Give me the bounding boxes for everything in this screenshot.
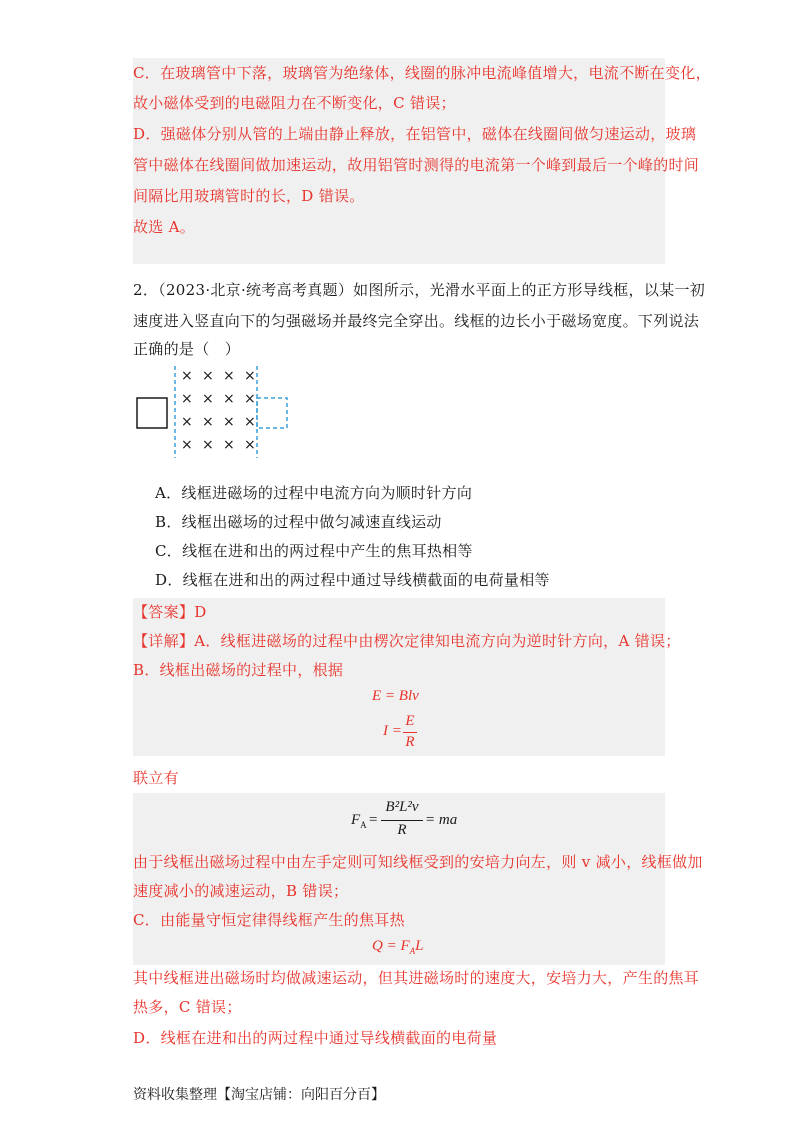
equation-current-denominator: R (405, 734, 415, 750)
equation-force-equals: = (369, 812, 378, 828)
prev-option-c-line1: C．在玻璃管中下落，玻璃管为绝缘体，线圈的脉冲电流峰值增大，电流不断在变化， (133, 64, 711, 82)
equation-current-lhs: I = (383, 723, 402, 739)
field-cross: × (223, 368, 235, 384)
wire-frame-exit-dashed (257, 398, 287, 428)
field-cross: × (223, 391, 235, 407)
prev-option-d-line3: 间隔比用玻璃管时的长，D 错误。 (133, 187, 365, 205)
field-cross: × (244, 368, 256, 384)
page-footer: 资料收集整理【淘宝店铺：向阳百分百】 (133, 1087, 385, 1103)
prev-conclusion: 故选 A。 (133, 218, 196, 236)
field-cross: × (244, 391, 256, 407)
magnetic-field-crosses (181, 368, 256, 453)
equation-current-numerator: E (405, 713, 415, 729)
question-line1: 2．（2023·北京·统考高考真题）如图所示，光滑水平面上的正方形导线框，以某一初 (133, 281, 706, 299)
detail-option-a: A．线框进磁场的过程中由楞次定律知电流方向为逆时针方向，A 错误； (194, 632, 681, 650)
field-cross: × (181, 437, 193, 453)
force-subscript: A (360, 820, 367, 830)
equation-heat-main: Q = F (372, 938, 410, 954)
wire-frame-square (137, 398, 167, 428)
equation-heat-subscript: A (409, 946, 416, 956)
equation-force-bar (381, 820, 423, 821)
field-cross: × (223, 437, 235, 453)
magnetic-field-figure (130, 362, 300, 462)
detail-c-intro: C．由能量守恒定律得线框产生的焦耳热 (133, 911, 405, 929)
answer-label: 【答案】D (133, 603, 207, 621)
option-d: D．线框在进和出的两过程中通过导线横截面的电荷量相等 (155, 571, 550, 589)
detail-tag: 【详解】 (133, 632, 195, 650)
field-cross: × (181, 391, 193, 407)
equation-force-denominator: R (397, 822, 407, 838)
field-cross: × (202, 368, 214, 384)
joint-text: 联立有 (133, 769, 179, 787)
field-cross: × (244, 414, 256, 430)
equation-heat-tail: L (415, 938, 424, 954)
detail-b-intro: B．线框出磁场的过程中，根据 (133, 661, 344, 679)
option-b: B．线框出磁场的过程中做匀减速直线运动 (155, 513, 442, 531)
equation-heat (372, 938, 423, 956)
field-cross: × (244, 437, 256, 453)
equation-force-rhs: = ma (425, 812, 458, 828)
force-symbol: F (351, 812, 361, 828)
detail-line-a (133, 631, 681, 651)
field-cross: × (181, 414, 193, 430)
field-cross: × (223, 414, 235, 430)
detail-c-line2: 热多，C 错误； (133, 998, 242, 1016)
equation-force-lhs (351, 812, 367, 830)
equation-current-bar (403, 732, 417, 733)
option-c: C．线框在进和出的两过程中产生的焦耳热相等 (155, 542, 473, 560)
option-a: A．线框进磁场的过程中电流方向为顺时针方向 (155, 484, 473, 502)
prev-option-c-line2: 故小磁体受到的电磁阻力在不断变化，C 错误； (133, 94, 456, 112)
equation-force-numerator: B²L²v (385, 799, 419, 815)
detail-b-line2: 速度减小的减速运动，B 错误； (133, 882, 349, 900)
field-cross: × (181, 368, 193, 384)
field-cross: × (202, 414, 214, 430)
prev-option-d-line2: 管中磁体在线圈间做加速运动，故用铝管时测得的电流第一个峰到最后一个峰的时间 (133, 156, 700, 174)
field-cross: × (202, 437, 214, 453)
detail-d-intro: D．线框在进和出的两过程中通过导线横截面的电荷量 (133, 1029, 498, 1047)
field-cross: × (202, 391, 214, 407)
detail-b-line1: 由于线框出磁场过程中由左手定则可知线框受到的安培力向左，则 v 减小，线框做加 (133, 853, 703, 871)
question-line2: 速度进入竖直向下的匀强磁场并最终完全穿出。线框的边长小于磁场宽度。下列说法 (133, 312, 700, 330)
equation-emf: E = Blv (372, 688, 419, 704)
prev-option-d-line1: D．强磁体分别从管的上端由静止释放，在铝管中，磁体在线圈间做匀速运动，玻璃 (133, 125, 697, 143)
question-line3: 正确的是（ ） (133, 340, 241, 358)
detail-c-line1: 其中线框进出磁场时均做减速运动，但其进磁场时的速度大，安培力大，产生的焦耳 (133, 969, 700, 987)
